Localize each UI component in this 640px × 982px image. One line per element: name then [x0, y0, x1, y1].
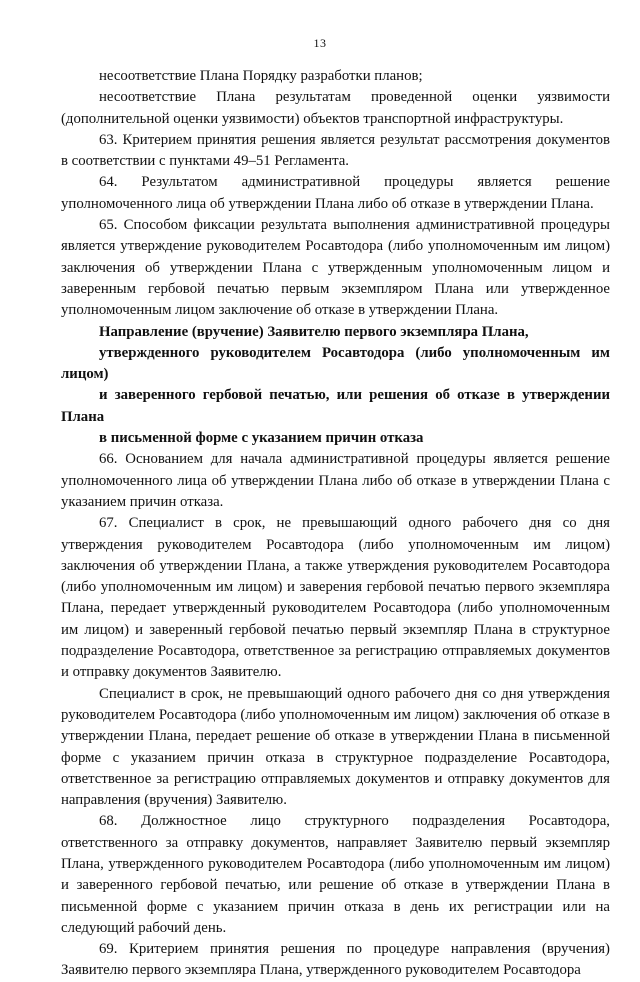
section-heading-line: в письменной форме с указанием причин отказа: [99, 430, 424, 447]
paragraph-64: 64. Результатом административной процедуры является решение уполномоченного лица об утверждении Плана либо об отказе в утверждении Плана.: [61, 174, 610, 212]
paragraph-67: 67. Специалист в срок, не превышающий одного рабочего дня со дня утверждения руководителем Росавтодора (либо уполномоченным им лицом) заключения об утверждении Плана, а также утверждения руководителем Росавтодора (либо уполномоченным им лицом) и заверения гербовой печатью первого экземпляра Плана, передает утвержденный руководителем Росавтодора (либо уполномоченным им лицом) и заверенный гербовой печатью первый экземпляр Плана в структурное подразделение Росавтодора, ответственное за регистрацию отправляемых документов и отправку документов Заявителю.: [61, 515, 610, 681]
paragraph-reason-order-mismatch: несоответствие Плана Порядку разработки планов;: [99, 68, 423, 84]
paragraph-63: 63. Критерием принятия решения является результат рассмотрения документов в соответствии с пунктами 49–51 Регламента.: [61, 131, 610, 170]
paragraph-reason-assessment-mismatch: несоответствие Плана результатам проведенной оценки уязвимости (дополнительной оценки уязвимости) объектов транспортной инфраструктуры.: [61, 89, 610, 127]
section-heading: [61, 322, 610, 450]
document-body: [61, 66, 610, 982]
paragraph-68: 68. Должностное лицо структурного подразделения Росавтодора, ответственного за отправку документов, направляет Заявителю первый экземпляр Плана, утвержденного руководителем Росавтодора (либо уполномоченным им лицом) и заверенного гербовой печатью, или решение об отказе в утверждении Плана в письменной форме с указанием причин отказа в день их регистрации или на следующий рабочий день.: [61, 813, 610, 936]
section-heading-line: и заверенного гербовой печатью, или решения об отказе в утверждении Плана: [61, 387, 610, 425]
paragraph-69: 69. Критерием принятия решения по процедуре направления (вручения) Заявителю первого экземпляра Плана, утвержденного руководителем Росавтодора: [61, 941, 610, 979]
page-number: 13: [313, 36, 327, 50]
paragraph-66: 66. Основанием для начала административной процедуры является решение уполномоченного лица об утверждении Плана либо об отказе в утверждении Плана с указанием причин отказа.: [61, 451, 610, 510]
section-heading-line: утвержденного руководителем Росавтодора (либо уполномоченным им лицом): [61, 344, 610, 383]
section-heading-line: Направление (вручение) Заявителю первого экземпляра Плана,: [99, 323, 529, 340]
paragraph-65: 65. Способом фиксации результата выполнения административной процедуры является утверждение руководителем Росавтодора (либо уполномоченным им лицом) заключения об утверждении Плана с утвержденным уполномоченным лицом и заверенным гербовой печатью первым экземпляром Плана или утвержденное уполномоченным лицом заключение об отказе в утверждении Плана.: [61, 217, 610, 319]
paragraph-67-refusal: Специалист в срок, не превышающий одного рабочего дня со дня утверждения руководителем Росавтодора (либо уполномоченным им лицом) заключения об отказе в утверждении Плана, передает решение об отказе в утверждении Плана в письменной форме с указанием причин отказа в структурное подразделение Росавтодора, ответственное за регистрацию отправляемых документов и отправку документов для направления (вручения) Заявителю.: [61, 685, 610, 809]
